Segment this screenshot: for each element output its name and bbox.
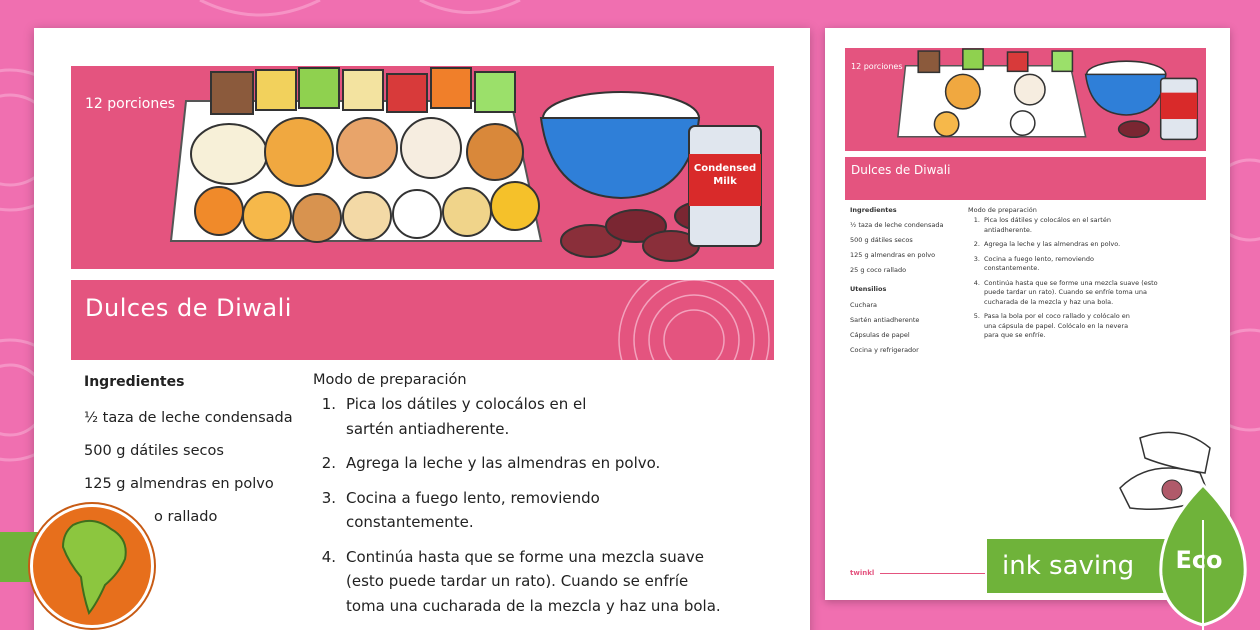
method-step: 4. Continúa hasta que se forme una mezcla suave (esto puede tardar un rato). Cuando se enfríe toma una cucharada de la mezcla y haz una bola. <box>321 547 721 615</box>
ingredient-item: ½ taza de leche condensada <box>850 221 944 229</box>
method-step: 2. Agrega la leche y las almendras en polvo. <box>973 240 1121 248</box>
sweets-illustration-small <box>845 48 1206 151</box>
rangoli-decoration <box>534 280 774 360</box>
method-steps <box>313 392 783 618</box>
utensils-heading-small: Utensilios <box>850 285 887 293</box>
ink-saving-label: ink saving <box>1002 551 1135 581</box>
ingredient-item: 500 g dátiles secos <box>84 443 224 459</box>
ingredients-heading-small: Ingredientes <box>850 206 897 214</box>
recipe-title-bar-small <box>845 157 1206 200</box>
ingredients-column-small <box>850 206 960 361</box>
recipe-title-bar <box>71 280 774 360</box>
method-step: 4. Continúa hasta que se forme una mezcla suave (esto puede tardar un rato). Cuando se enfríe toma una cucharada de la mezcla y haz una bola. <box>973 278 1158 306</box>
twinkl-logo: twinkl <box>850 569 875 577</box>
ingredients-heading: Ingredientes <box>84 374 185 390</box>
recipe-title: Dulces de Diwali <box>85 294 292 322</box>
method-step: 3. Cocina a fuego lento, removiendo constantemente. <box>973 254 1094 272</box>
recipe-banner <box>71 66 774 269</box>
recipe-title-small: Dulces de Diwali <box>851 163 951 177</box>
method-heading: Modo de preparación <box>313 372 467 388</box>
method-column <box>313 372 783 628</box>
ingredient-item: 125 g almendras en polvo <box>84 476 274 492</box>
portions-label-small: 12 porciones <box>851 62 903 71</box>
method-steps-small <box>968 216 1208 341</box>
south-america-icon <box>33 507 151 625</box>
ingredient-item: 500 g dátiles secos <box>850 236 913 244</box>
utensil-item: Cápsulas de papel <box>850 331 910 339</box>
portions-label: 12 porciones <box>85 96 176 112</box>
method-step: 5. Pasa la bola por el coco rallado y colócalo en una cápsula de papel. Colócalo en la nevera para que se enfríe. <box>973 312 1130 339</box>
sweets-illustration <box>71 66 774 269</box>
method-step: 1. Pica los dátiles y colocálos en el sartén antiadherente. <box>321 395 587 438</box>
method-step: 3. Cocina a fuego lento, removiendo constantemente. <box>321 488 600 531</box>
recipe-banner-small <box>845 48 1206 151</box>
ingredient-item: 25 g coco rallado <box>850 266 907 274</box>
south-america-map-badge <box>30 504 154 628</box>
eco-label: Eco <box>1175 546 1223 574</box>
method-column-small <box>968 206 1208 346</box>
utensil-item: Sartén antiadherente <box>850 316 920 324</box>
utensil-item: Cocina y refrigerador <box>850 346 919 354</box>
utensil-item: Cuchara <box>850 301 877 309</box>
ingredient-item: ½ taza de leche condensada <box>84 410 293 426</box>
ingredient-item: o rallado <box>154 509 218 525</box>
ingredient-item: 125 g almendras en polvo <box>850 251 936 259</box>
can-label: Condensed Milk <box>693 163 757 187</box>
method-step: 1. Pica los dátiles y colocálos en el sartén antiadherente. <box>973 216 1111 234</box>
method-heading-small: Modo de preparación <box>968 206 1037 214</box>
method-step: 2. Agrega la leche y las almendras en polvo. <box>321 454 661 472</box>
